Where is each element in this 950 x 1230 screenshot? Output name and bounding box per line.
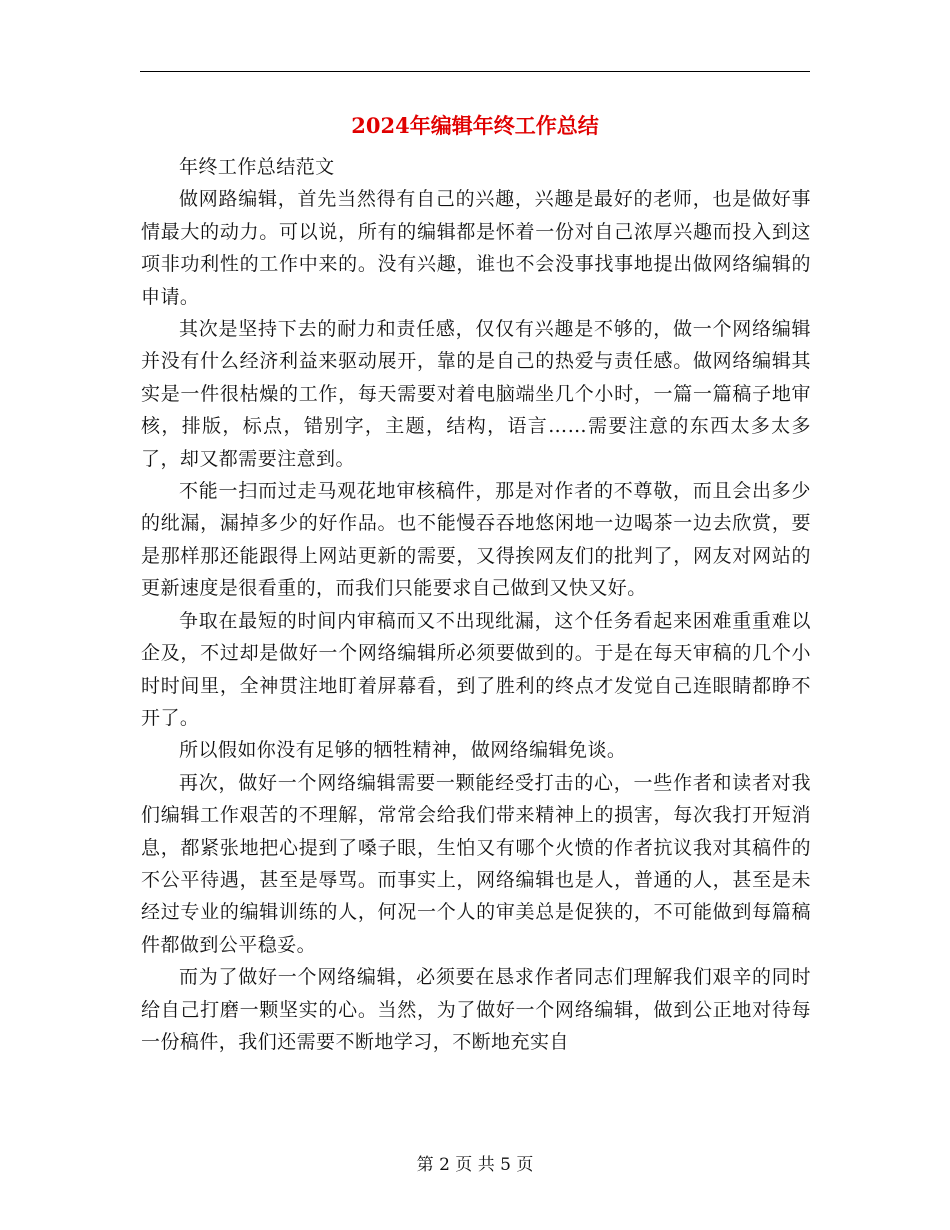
paragraph-subtitle: 年终工作总结范文 bbox=[179, 156, 335, 178]
paragraph: 做网路编辑，首先当然得有自己的兴趣，兴趣是最好的老师，也是做好事情最大的动力。可以说，所有的编辑都是怀着一份对自己浓厚兴趣而投入到这项非功利性的工作中来的。没有兴趣，谁也不会没事找事地提出做网络编辑的申请。 bbox=[141, 188, 811, 308]
page-number-footer: 第 2 页 共 5 页 bbox=[416, 1155, 534, 1175]
paragraph: 不能一扫而过走马观花地审核稿件，那是对作者的不尊敬，而且会出多少的纰漏，漏掉多少的好作品。也不能慢吞吞地悠闲地一边喝茶一边去欣赏，要是那样那还能跟得上网站更新的需要，又得挨网友们的批判了，网友对网站的更新速度是很看重的，而我们只能要求自己做到又快又好。 bbox=[141, 480, 811, 600]
document-body bbox=[141, 151, 811, 1058]
header-rule bbox=[140, 71, 810, 72]
paragraph: 其次是坚持下去的耐力和责任感，仅仅有兴趣是不够的，做一个网络编辑并没有什么经济利益来驱动展开，靠的是自己的热爱与责任感。做网络编辑其实是一件很枯燥的工作，每天需要对着电脑端坐几个小时，一篇一篇稿子地审核，排版，标点，错别字，主题，结构，语言……需要注意的东西太多太多了，却又都需要注意到。 bbox=[141, 318, 811, 470]
paragraph: 再次，做好一个网络编辑需要一颗能经受打击的心，一些作者和读者对我们编辑工作艰苦的不理解，常常会给我们带来精神上的损害，每次我打开短消息，都紧张地把心提到了嗓子眼，生怕又有哪个火愤的作者抗议我对其稿件的不公平待遇，甚至是辱骂。而事实上，网络编辑也是人，普通的人，甚至是未经过专业的编辑训练的人，何况一个人的审美总是促狭的，不可能做到每篇稿件都做到公平稳妥。 bbox=[141, 771, 811, 956]
paragraph: 而为了做好一个网络编辑，必须要在恳求作者同志们理解我们艰辛的同时给自己打磨一颗坚实的心。当然，为了做好一个网络编辑，做到公正地对待每一份稿件，我们还需要不断地学习，不断地充实自 bbox=[141, 966, 811, 1053]
paragraph: 所以假如你没有足够的牺牲精神，做网络编辑免谈。 bbox=[179, 739, 627, 762]
paragraph: 争取在最短的时间内审稿而又不出现纰漏，这个任务看起来困难重重难以企及，不过却是做好一个网络编辑所必须要做到的。于是在每天审稿的几个小时时间里，全神贯注地盯着屏幕看，到了胜利的终点才发觉自己连眼睛都睁不开了。 bbox=[141, 609, 811, 729]
document-title: 2024年编辑年终工作总结 bbox=[351, 113, 599, 138]
